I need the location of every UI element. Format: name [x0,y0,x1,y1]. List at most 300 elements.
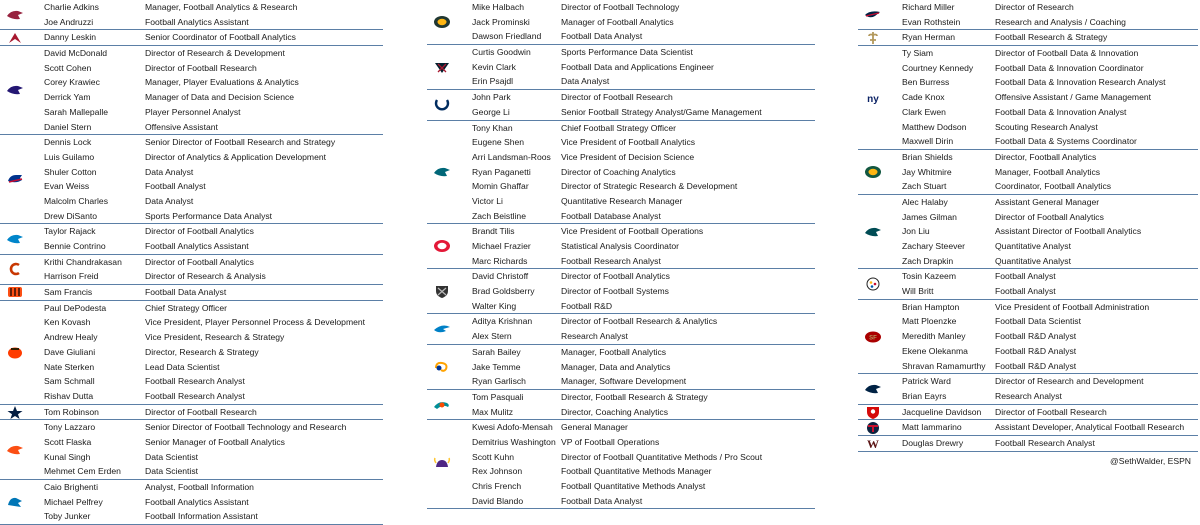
staff-row [427,135,815,150]
staff-name: Arri Landsman-Roos [472,151,551,162]
staff-title: Manager, Software Development [561,376,687,387]
staff-title: Director of Football Systems [561,286,669,297]
staff-name: Cade Knox [902,92,945,103]
staff-name: Erin Psajdl [472,76,514,87]
staff-name: Malcolm Charles [44,195,108,206]
staff-title: Data Scientist [145,466,199,477]
team-group [0,30,383,46]
staff-title: Assistant Developer, Analytical Football Research [995,422,1185,433]
team-group [0,46,383,135]
staff-title: Manager, Football Analytics & Research [145,2,298,12]
staff-row [0,405,383,420]
staff-row [0,360,383,375]
staff-title: Manager of Data and Decision Science [145,92,295,103]
staff-title: Senior Director of Football Technology and Research [145,422,347,433]
staff-title: Offensive Assistant [145,121,218,132]
staff-row [427,0,815,15]
staff-row [0,480,383,495]
staff-row [427,494,815,509]
team-group [858,150,1198,195]
staff-title: Senior Football Strategy Analyst/Game Management [561,106,762,117]
team-group [427,224,815,269]
staff-row [0,450,383,465]
staff-row [0,224,383,239]
staff-title: General Manager [561,422,628,433]
staff-name: Brad Goldsberry [472,286,535,297]
staff-title: Football Analytics Assistant [145,16,249,27]
staff-row [0,389,383,404]
staff-title: Director of Football Research [145,62,257,73]
staff-title: Assistant Director of Football Analytics [995,226,1142,237]
staff-name: John Park [472,92,511,103]
staff-row [0,46,383,61]
staff-name: Victor Li [472,195,503,206]
staff-row [427,121,815,136]
team-group [0,480,383,525]
credit-line: @SethWalder, ESPN [1110,456,1192,466]
staff-name: Jack Prominski [472,16,530,27]
staff-name: Nate Sterken [44,361,95,372]
staff-row [427,194,815,209]
staff-row [427,405,815,420]
team-group [0,0,383,30]
staff-title: Director, Football Research & Strategy [561,391,708,402]
staff-title: Football R&D Analyst [995,345,1077,356]
staff-name: Momin Ghaffar [472,181,529,192]
staff-name: James Gilman [902,211,957,222]
staff-name: Luis Guilamo [44,151,95,162]
staff-row [858,134,1198,149]
staff-name: Max Mulitz [472,406,514,417]
staff-name: Marc Richards [472,255,528,266]
staff-row [858,436,1198,451]
staff-title: Player Personnel Analyst [145,106,241,117]
staff-row [0,15,383,30]
team-group [858,405,1198,421]
staff-row [427,224,815,239]
team-group [858,420,1198,436]
staff-row [0,165,383,180]
staff-row [427,390,815,405]
staff-title: Vice President of Football Administration [995,301,1150,312]
staff-title: Director of Research & Analysis [145,271,266,282]
team-group [427,0,815,45]
staff-title: Coordinator, Football Analytics [995,181,1112,192]
staff-name: Zachary Steever [902,241,966,251]
staff-row [0,269,383,284]
staff-title: Manager, Football Analytics [995,166,1101,177]
staff-row [427,29,815,44]
staff-name: Bennie Contrino [44,241,106,251]
staff-name: Scott Flaska [44,436,92,447]
team-group [858,374,1198,404]
staff-name: Tom Pasquali [472,391,524,402]
staff-title: Quantitative Analyst [995,255,1071,266]
staff-name: Alec Halaby [902,196,948,207]
staff-title: Football Research & Strategy [995,32,1108,43]
staff-title: Director of Research and Development [995,376,1144,387]
staff-name: Jake Temme [472,361,521,372]
staff-row [0,301,383,316]
staff-title: Senior Director of Football Research and Strategy [145,137,336,148]
team-group [858,300,1198,374]
staff-row [0,420,383,435]
staff-name: Krithi Chandrakasan [44,256,122,267]
staff-row [858,120,1198,135]
staff-name: Matt Ploenzke [902,316,957,327]
staff-name: Caio Brighenti [44,482,98,492]
staff-row [427,239,815,254]
staff-title: Football Research Analyst [995,437,1095,448]
staff-row [427,179,815,194]
staff-title: Football Data & Systems Coordinator [995,136,1137,147]
team-group [858,46,1198,150]
svg-text:ny: ny [867,93,879,105]
staff-row [0,30,383,45]
staff-name: Michael Pelfrey [44,496,103,507]
team-group [0,255,383,285]
staff-title: Quantitative Research Manager [561,195,683,206]
staff-title: Chief Football Strategy Officer [561,122,676,133]
staff-title: Manager, Football Analytics [561,346,667,357]
staff-row [0,150,383,165]
staff-name: Mike Halbach [472,2,525,12]
staff-row [858,359,1198,374]
staff-name: Zach Beistline [472,210,526,221]
staff-row [427,209,815,224]
team-group [427,345,815,390]
staff-name: Clark Ewen [902,106,946,117]
staff-name: Alex Stern [472,331,512,342]
staff-title: Football Data & Innovation Coordinator [995,62,1144,73]
staff-row [0,105,383,120]
staff-name: Scott Kuhn [472,451,515,462]
staff-title: Manager, Data and Analytics [561,361,671,372]
staff-name: Harrison Freid [44,271,99,282]
staff-name: Andrew Healy [44,332,98,343]
staff-name: Dave Giuliani [44,346,96,357]
staff-name: Corey Krawiec [44,77,100,88]
staff-title: Football Analyst [995,286,1056,297]
team-group [427,314,815,344]
team-group [858,30,1198,46]
staff-name: Shuler Cotton [44,166,97,177]
staff-row [858,30,1198,45]
staff-row [427,314,815,329]
staff-name: Taylor Rajack [44,226,96,237]
staff-name: Richard Miller [902,2,955,12]
staff-title: Football Database Analyst [561,210,661,221]
staff-row [427,15,815,30]
staff-row [427,450,815,465]
staff-row [0,255,383,270]
staff-row [427,105,815,120]
staff-name: George Li [472,106,510,117]
staff-title: Director, Coaching Analytics [561,406,668,417]
staff-row [427,329,815,344]
team-group [0,285,383,301]
staff-name: Derrick Yam [44,92,91,103]
staff-title: Senior Coordinator of Football Analytics [145,32,296,43]
staff-title: Research Analyst [561,331,628,342]
staff-name: Kwesi Adofo-Mensah [472,422,553,433]
staff-title: Director of Research [995,2,1074,12]
staff-title: Director of Strategic Research & Development [561,181,738,192]
staff-title: Football Data & Innovation Analyst [995,106,1127,117]
staff-title: Football Quantitative Methods Analyst [561,481,706,491]
staff-title: Director of Football Analytics [561,271,670,282]
staff-title: VP of Football Operations [561,436,660,447]
staff-row [0,464,383,479]
staff-row [858,15,1198,30]
staff-title: Research Analyst [995,390,1062,401]
staff-title: Football Data Analyst [145,287,227,298]
staff-row [858,105,1198,120]
staff-title: Football R&D Analyst [995,331,1077,342]
staff-name: Zach Stuart [902,181,947,192]
staff-name: Chris French [472,481,522,491]
staff-name: Toby Junker [44,511,91,522]
staff-name: Drew DiSanto [44,210,98,221]
staff-row [858,314,1198,329]
staff-title: Director of Analytics & Application Development [145,151,327,162]
svg-text:W: W [867,437,879,451]
staff-name: Brian Shields [902,151,953,162]
staff-name: Demitrius Washington [472,436,556,447]
staff-name: Michael Frazier [472,241,531,251]
staff-title: Scouting Research Analyst [995,121,1098,132]
staff-row [858,300,1198,315]
staff-title: Football Data Analyst [561,495,643,506]
staff-title: Football Analyst [995,271,1056,282]
staff-title: Data Analyst [145,166,194,177]
staff-row [858,254,1198,269]
staff-column-2 [427,0,815,509]
staff-name: Meredith Manley [902,331,966,342]
staff-column-1 [0,0,383,525]
staff-title: Assistant General Manager [995,196,1100,207]
staff-name: Ken Kovash [44,317,91,328]
staff-row [0,345,383,360]
staff-title: Director of Football Research & Analytics [561,316,718,327]
staff-row [858,46,1198,61]
team-group [0,405,383,421]
staff-name: Sam Francis [44,287,93,298]
staff-title: Data Analyst [145,195,194,206]
staff-name: Douglas Drewry [902,437,964,448]
staff-title: Football Data and Applications Engineer [561,61,714,72]
staff-row [0,315,383,330]
staff-title: Manager of Football Analytics [561,16,674,27]
staff-title: Football Data & Innovation Research Analyst [995,77,1166,88]
staff-name: Matt Iammarino [902,422,962,433]
staff-name: Tony Khan [472,122,513,133]
staff-row [427,150,815,165]
staff-title: Manager, Player Evaluations & Analytics [145,77,299,88]
team-group [0,420,383,480]
staff-name: Sam Schmall [44,376,95,387]
team-group [427,390,815,420]
staff-title: Football R&D [561,300,613,311]
team-group [427,269,815,314]
staff-title: Vice President of Football Analytics [561,137,696,148]
staff-title: Chief Strategy Officer [145,302,227,313]
staff-row [858,344,1198,359]
staff-name: Scott Cohen [44,62,92,73]
staff-row [427,435,815,450]
staff-row [858,239,1198,254]
staff-row [858,405,1198,420]
staff-title: Football Information Assistant [145,511,258,522]
staff-row [858,90,1198,105]
staff-row [0,0,383,15]
staff-name: David Christoff [472,271,529,282]
staff-row [0,120,383,135]
staff-title: Football Analytics Assistant [145,241,249,251]
staff-row [0,330,383,345]
team-group [0,301,383,405]
staff-title: Analyst, Football Information [145,482,254,492]
staff-row [427,60,815,75]
staff-row [858,420,1198,435]
staff-name: Eugene Shen [472,137,525,148]
staff-title: Senior Manager of Football Analytics [145,436,285,447]
staff-name: Evan Weiss [44,181,90,192]
staff-name: Courtney Kennedy [902,62,974,73]
staff-row [0,495,383,510]
staff-row [427,345,815,360]
staff-title: Director of Football Research [561,92,673,103]
staff-row [0,374,383,389]
staff-title: Research and Analysis / Coaching [995,16,1126,27]
staff-row [0,135,383,150]
staff-title: Director, Football Analytics [995,151,1097,162]
staff-title: Football R&D Analyst [995,360,1077,371]
staff-title: Director of Football Research [995,406,1107,417]
staff-name: Jay Whitmire [902,166,952,177]
staff-row [0,509,383,524]
staff-row [858,179,1198,194]
staff-name: Ryan Garlisch [472,376,526,387]
staff-name: Will Britt [902,286,934,297]
staff-name: Ryan Paganetti [472,166,531,177]
staff-row [427,299,815,314]
staff-row [858,0,1198,15]
staff-row [858,269,1198,284]
team-group [858,269,1198,299]
staff-row [427,45,815,60]
staff-title: Football Analytics Assistant [145,496,249,507]
staff-name: Sarah Mallepalle [44,106,109,117]
staff-name: Shravan Ramamurthy [902,360,986,371]
team-group [0,135,383,224]
staff-row [0,239,383,254]
staff-row [0,435,383,450]
svg-text:SF: SF [869,335,877,341]
staff-name: Sarah Bailey [472,346,521,357]
staff-title: Football Data Scientist [995,316,1081,327]
staff-name: Jacqueline Davidson [902,406,982,417]
staff-row [0,285,383,300]
staff-row [858,284,1198,299]
staff-name: Curtis Goodwin [472,47,531,58]
staff-row [0,194,383,209]
team-group [427,420,815,509]
team-group [858,0,1198,30]
staff-title: Football Research Analyst [561,255,661,266]
staff-name: Joe Andruzzi [44,16,94,27]
staff-row [427,374,815,389]
team-group [858,436,1198,452]
staff-title: Vice President, Research & Strategy [145,332,285,343]
staff-name: Evan Rothstein [902,16,961,27]
staff-title: Director of Football Analytics [145,226,254,237]
staff-name: Brandt Tilis [472,226,515,237]
team-group [427,45,815,90]
staff-name: Dawson Friedland [472,31,542,42]
staff-name: Rex Johnson [472,466,523,477]
staff-title: Vice President, Player Personnel Process & Development [145,317,366,328]
staff-name: Tony Lazzaro [44,422,96,433]
staff-row [0,90,383,105]
staff-name: Jon Liu [902,226,930,237]
staff-row [427,254,815,269]
staff-title: Director of Football Quantitative Methods / Pro Scout [561,451,763,462]
staff-title: Vice President of Decision Science [561,151,695,162]
staff-row [427,479,815,494]
staff-title: Football Research Analyst [145,390,245,401]
staff-row [858,329,1198,344]
staff-title: Director of Research & Development [145,48,285,59]
staff-name: Brian Hampton [902,301,960,312]
staff-name: Dennis Lock [44,137,92,148]
staff-name: Kunal Singh [44,451,91,462]
staff-title: Director of Coaching Analytics [561,166,676,177]
staff-row [0,179,383,194]
staff-title: Data Scientist [145,451,199,462]
staff-name: Matthew Dodson [902,121,967,132]
staff-title: Football Quantitative Methods Manager [561,466,712,477]
staff-row [427,284,815,299]
staff-row [858,195,1198,210]
staff-name: Patrick Ward [902,376,951,387]
staff-title: Director of Football Data & Innovation [995,48,1139,59]
staff-row [858,75,1198,90]
staff-name: Tom Robinson [44,406,99,417]
team-group [427,90,815,120]
team-group [858,195,1198,269]
staff-name: Tosin Kazeem [902,271,956,282]
staff-name: Zach Drapkin [902,255,954,266]
staff-row [427,269,815,284]
staff-title: Lead Data Scientist [145,361,220,372]
staff-title: Data Analyst [561,76,610,87]
staff-name: Brian Eayrs [902,390,947,401]
staff-row [427,90,815,105]
staff-name: Aditya Krishnan [472,316,533,327]
staff-row [427,74,815,89]
staff-title: Director, Research & Strategy [145,346,259,357]
staff-name: Ty Siam [902,48,934,59]
staff-name: Kevin Clark [472,61,516,72]
staff-title: Football Research Analyst [145,376,245,387]
staff-row [427,360,815,375]
staff-row [858,374,1198,389]
staff-row [427,420,815,435]
staff-title: Football Data Analyst [561,31,643,42]
staff-row [0,61,383,76]
staff-name: Ekene Olekanma [902,345,968,356]
